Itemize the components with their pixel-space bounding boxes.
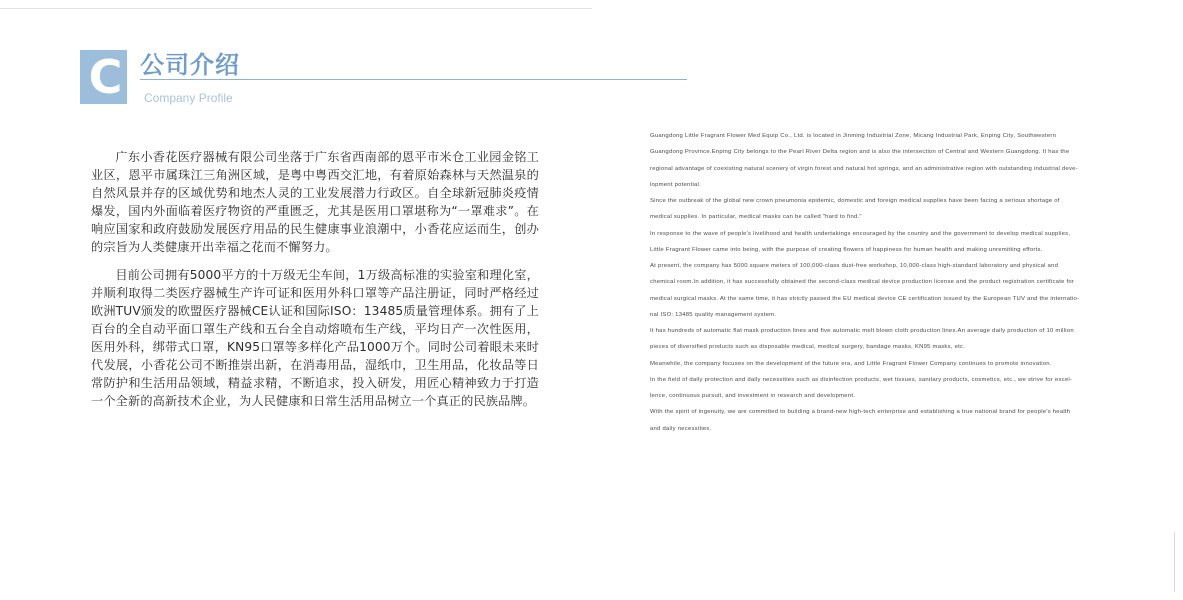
section-logo-block	[80, 50, 131, 104]
english-line: regional advantage of coexisting natural scenery of virgin forest and natural hot springs, and an administrative region with outstanding industrial deve-	[650, 165, 1078, 172]
chinese-paragraph: 广东小香花医疗器械有限公司坐落于广东省西南部的恩平市米仓工业园金铭工业区，恩平市属珠江三角洲区域，是粤中粤西交汇地，有着原始森林与天然温泉的自然风景并存的区域优势和地杰人灵的工业发展潜力行政区。自全球新冠肺炎疫情爆发，国内外面临着医疗物资的严重匮乏，尤其是医用口罩堪称为“一罩难求”。在响应国家和政府鼓励发展医疗用品的民生健康事业浪潮中，小香花应运而生，创办的宗旨为人类健康开出幸福之花而不懈努力。	[91, 150, 539, 255]
chinese-paragraph: 目前公司拥有5000平方的十万级无尘车间，1万级高标准的实验室和理化室，并顺利取得二类医疗器械生产许可证和医用外科口罩等产品注册证，同时严格经过欧洲TUV颁发的欧盟医疗器械CE认证和国际ISO：13485质量管理体系。拥有了上百台的全自动平面口罩生产线和五台全自动熔喷布生产线，平均日产一次性医用，医用外科，绑带式口罩，KN95口罩等多样化产品1000万个。同时公司着眼未来时代发展，小香花公司不断推崇出新，在消毒用品，湿纸巾，卫生用品，化妆品等日常防护和生活用品领域，精益求精，不断追求，投入研发，用匠心精神致力于打造一个全新的高新技术企业，为人民健康和日常生活用品树立一个真正的民族品牌。	[91, 267, 540, 409]
english-line: At present, the company has 5000 square meters of 100,000-class dust-free workshop, 10,000-class high-standard laboratory and physical and	[650, 263, 1059, 269]
title-underline	[140, 79, 687, 80]
english-line: nal ISO: 13485 quality management system.	[650, 311, 777, 318]
english-line: Little Fragrant Flower came into being, with the purpose of creating flowers of happiness for human health and making unremitting efforts.	[650, 246, 1043, 253]
top-divider	[0, 8, 592, 9]
edge-divider	[1174, 532, 1175, 592]
english-line: In response to the wave of people's livelihood and health undertakings encouraged by the country and the government to develop medical supplies,	[650, 230, 1071, 237]
page-subtitle: Company Profile	[144, 91, 233, 105]
english-line: lopment potential.	[650, 181, 702, 188]
logo-accent-bar	[127, 50, 131, 104]
english-line: Guangdong Province.Enping City belongs to the Pearl River Delta region and is also the intersection of Central and Western Guangdong. It has the	[650, 149, 1070, 156]
english-line: Guangdong Little Fragrant Flower Med Equip Co., Ltd. is located in Jinming Industrial Zone, Micang Industrial Park, Enping City, Southwestern	[650, 133, 1057, 139]
english-line: medical surgical masks. At the same time, it has strictly passed the EU medical device CE certification issued by the European TUV and the internatio-	[650, 295, 1080, 302]
english-line: and daily necessities.	[650, 425, 712, 432]
english-description	[650, 128, 1124, 437]
chinese-description	[91, 148, 539, 410]
english-line: medical supplies. In particular, medical masks can be called "hard to find."	[650, 214, 862, 221]
english-line: In the field of daily protection and daily necessities such as disinfection products, wet tissues, sanitary products, cosmetics, etc., we strive for excel-	[650, 376, 1073, 383]
english-line: It has hundreds of automatic flat mask production lines and five automatic melt blown cloth production lines.An average daily production of 10 million	[650, 328, 1074, 334]
english-line: Since the outbreak of the global new crown pneumonia epidemic, domestic and foreign medical supplies have been facing a serious shortage of	[650, 198, 1060, 204]
english-line: lence, continuous pursuit, and investment in research and development.	[650, 393, 856, 399]
english-line: chemical room.In addition, it has successfully obtained the second-class medical device production license and the product registration certificate for	[650, 279, 1075, 286]
english-line: pieces of diversified products such as disposable medical, medical surgery, bandage masks, KN95 masks, etc.	[650, 344, 966, 351]
logo-letter: C	[88, 50, 123, 104]
page-title: 公司介绍	[140, 51, 240, 79]
english-line: Meanwhile, the company focuses on the development of the future era, and Little Fragrant Flower Company continues to promote innovation.	[650, 360, 1052, 367]
english-line: With the spirit of ingenuity, we are committed to building a brand-new high-tech enterprise and establishing a true national brand for people's health	[650, 409, 1071, 416]
